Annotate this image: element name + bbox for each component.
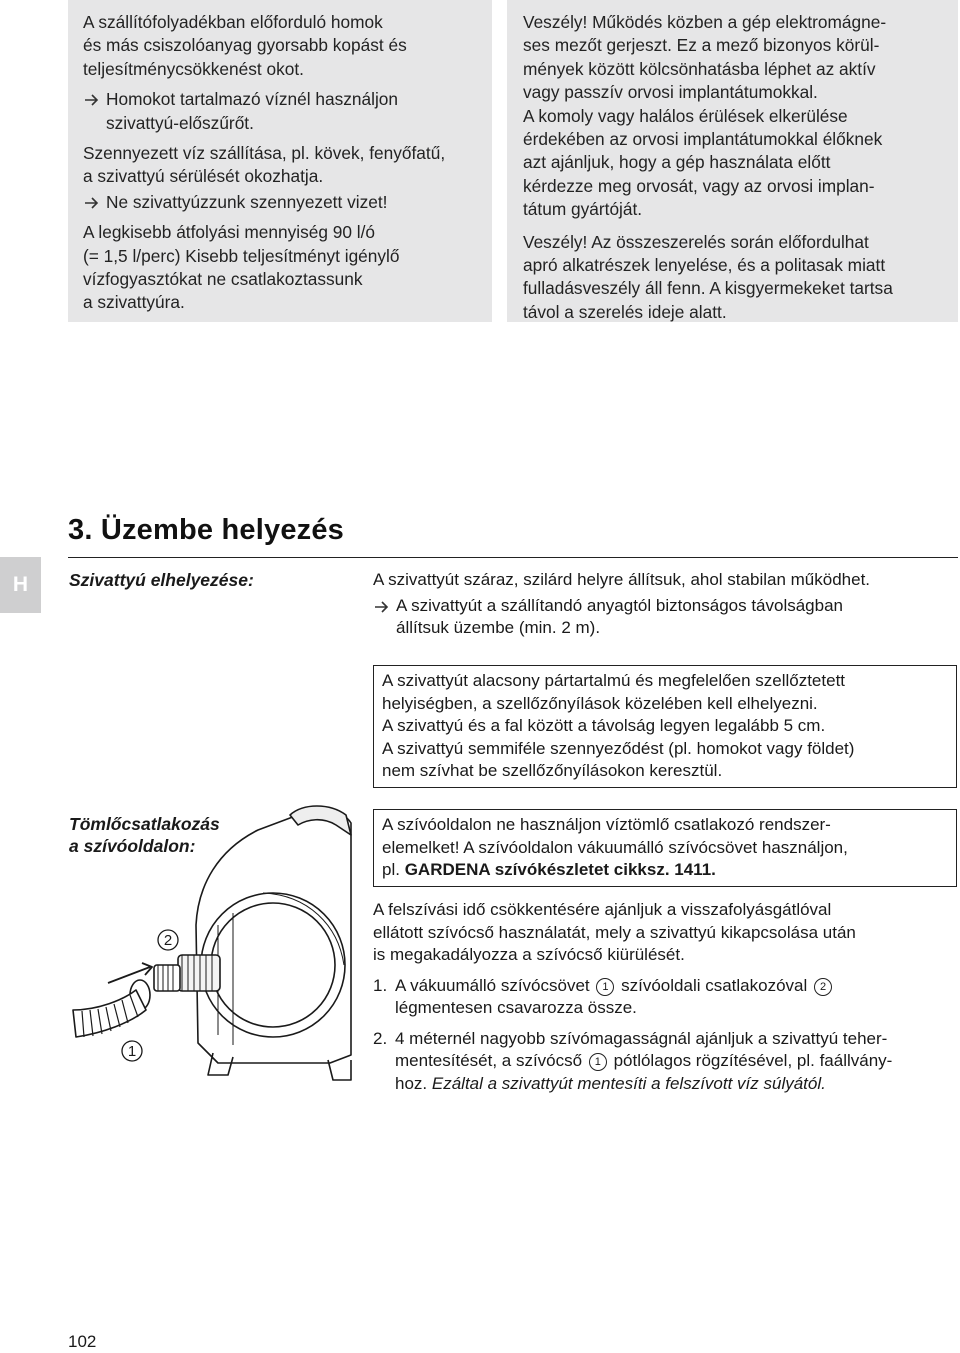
placement-text: A szivattyút száraz, szilárd helyre állítsuk, ahol stabilan működhet. A szivattyút a szállítandó anyagtól biztonságos távolságban állítsuk üzembe (min. 2 m). — [373, 569, 958, 640]
callout-2-icon: 2 — [814, 978, 832, 996]
arrow-right-icon — [83, 195, 101, 211]
flow-arrow-icon — [108, 963, 152, 983]
suction-instructions: A felszívási idő csökkentésére ajánljuk a visszafolyásgátlóval ellátott szívócső használatát, mely a szivattyú kikapcsolása után is megakadályozza a szívócső kiürülését. 1. A vákuumálló szívócsövet 1 szívóoldali csatlakozóval 2 légmentesen csavarozza össze. 2. 4 méternél nagyobb szívómagasságnál ajánljuk a szivattyú teher- mentesítését, a szívócső 1 pótlólagos rögzítésével, pl. faállvány- hoz. Ezáltal a szivattyút mentesíti a felszívott víz súlyától. — [373, 899, 958, 1095]
dirty-water-text: Szennyezett víz szállítása, pl. kövek, fenyőfatű, a szivattyú sérülését okozhatja. — [83, 143, 446, 187]
language-tab: H — [0, 557, 41, 613]
ventilation-note: A szivattyút alacsony pártartalmú és megfelelően szellőztetett helyiségben, a szellőzőnyílások közelében kell elhelyezni. A szivattyú és a fal között a távolság legyen legalább 5 cm. A szivattyú semmiféle szennyeződést (pl. homokot vagy földet) nem szívhat be szellőzőnyílásokon keresztül. — [373, 665, 957, 788]
inlet-nozzle — [178, 955, 220, 991]
info-box-left — [68, 0, 492, 322]
pump-handle — [290, 806, 351, 835]
callout-1-icon: 1 — [596, 978, 614, 996]
arrow-right-icon — [83, 92, 101, 108]
section-title: 3. Üzembe helyezés — [68, 514, 345, 546]
callout-1-label: 1 — [127, 1043, 137, 1060]
section-divider — [68, 557, 958, 558]
pump-hose-illustration — [68, 795, 358, 1085]
pump-front-ring — [201, 893, 345, 1037]
list-item: 2. 4 méternél nagyobb szívómagasságnál ajánljuk a szivattyú teher- mentesítését, a szívócső 1 pótlólagos rögzítésével, pl. faállvány- hoz. Ezáltal a szivattyút mentesíti a felszívott víz súlyától. — [373, 1028, 893, 1093]
pump-front-ring-inner — [211, 903, 335, 1027]
prefilter-advice: Homokot tartalmazó víznél használjon szivattyú-előszűrőt. — [83, 88, 478, 135]
placement-label: Szivattyú elhelyezése: — [69, 570, 254, 590]
sand-wear-text: A szállítófolyadékban előforduló homok és más csiszolóanyag gyorsabb kopást és teljesítménycsökkenést okot. — [83, 12, 407, 79]
no-dirty-water-advice: Ne szivattyúzzunk szennyezett vizet! — [83, 191, 478, 214]
emf-warning: Veszély! Működés közben a gép elektromágne- ses mezőt gerjeszt. Ez a mező bizonyos körül- mények között kölcsönhatásba léphet az aktív vagy passzív orvosi implantátumokkal. A komoly vagy halálos érülések elkerülése érdekében az orvosi implantátumokkal élőknek azt ajánljuk, hogy a gép használata előtt kérdezze meg orvosát, vagy az orvosi implan- tátum gyártóját. — [523, 12, 887, 220]
callout-2-label: 2 — [163, 932, 173, 949]
list-item: 1. A vákuumálló szívócsövet 1 szívóoldali csatlakozóval 2 légmentesen csavarozza össze. — [373, 975, 958, 1020]
suction-hose-warning: A szívóoldalon ne használjon víztömlő csatlakozó rendszer- elemelket! A szívóoldalon vákuumálló szívócsövet használjon, pl. GARDENA szívókészletet cikksz. 1411. — [373, 809, 957, 887]
min-flow-text: A legkisebb átfolyási mennyiség 90 l/ó (= 1,5 l/perc) Kisebb teljesítményt igénylő vízfogyasztókat ne csatlakoztassunk a szivattyúra. — [83, 222, 400, 313]
callout-1-icon: 1 — [589, 1053, 607, 1071]
placement-distance-advice: A szivattyút a szállítandó anyagtól biztonságos távolságban állítsuk üzembe (min. 2 m). — [373, 595, 958, 640]
arrow-right-icon — [373, 599, 391, 615]
info-box-right — [507, 0, 958, 322]
hose-label: Tömlőcsatlakozás a szívóoldalon: — [69, 814, 220, 856]
gardena-kit-ref: GARDENA szívókészletet cikksz. 1411. — [404, 860, 716, 879]
page-number: 102 — [68, 1332, 97, 1351]
choking-warning: Veszély! Az összeszerelés során előfordulhat apró alkatrészek lenyelése, és a politasak miatt fulladásveszély áll fenn. A kisgyermekeket tartsa távol a szerelés ideje alatt. — [523, 231, 893, 322]
